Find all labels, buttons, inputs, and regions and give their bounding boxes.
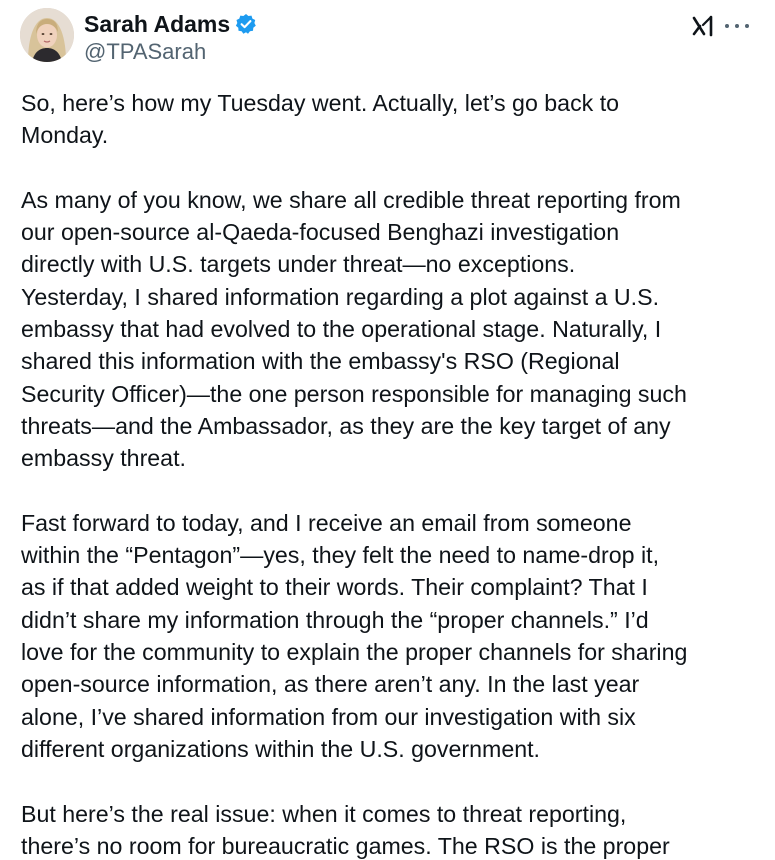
post-paragraph: As many of you know, we share all credible threat reporting from our open-source al-Qaeda-focused Benghazi investigation directly with U.S. targets under threat—no exceptions. Yesterday, I shared information regarding a plot against a U.S. embassy that had evolved to the operational stage. Naturally, I shared this information with the embassy's RSO (Regional Security Officer)—the one person responsible for managing such threats—and the Ambassador, as they are the key target of any embassy threat. xyxy=(21,186,687,472)
grok-icon[interactable] xyxy=(691,14,715,38)
more-options-icon[interactable] xyxy=(725,16,749,36)
verified-badge-icon[interactable] xyxy=(235,13,257,35)
author-display-name[interactable]: Sarah Adams xyxy=(84,11,231,37)
post-header xyxy=(20,8,755,68)
avatar[interactable] xyxy=(20,8,74,62)
more-dot xyxy=(745,24,749,28)
author-identity xyxy=(84,10,257,66)
post-paragraph: So, here’s how my Tuesday went. Actually, let’s go back to Monday. xyxy=(21,90,620,149)
post-body xyxy=(21,87,761,860)
post-paragraph: But here’s the real issue: when it comes to threat reporting, there’s no room for bureaucratic games. The RSO is the proper xyxy=(21,800,670,859)
name-row xyxy=(84,10,257,38)
avatar-photo-icon xyxy=(20,8,74,62)
more-dot xyxy=(735,24,739,28)
post-paragraph: Fast forward to today, and I receive an email from someone within the “Pentagon”—yes, they felt the need to name-drop it, as if that added weight to their words. Their complaint? That I didn’t share my information through the “proper channels.” I’d love for the community to explain the proper channels for sharing open-source information, as there aren’t any. In the last year alone, I’ve shared information from our investigation with six different organizations within the U.S. government. xyxy=(21,509,688,762)
more-dot xyxy=(725,24,729,28)
author-handle[interactable]: @TPASarah xyxy=(84,39,207,64)
